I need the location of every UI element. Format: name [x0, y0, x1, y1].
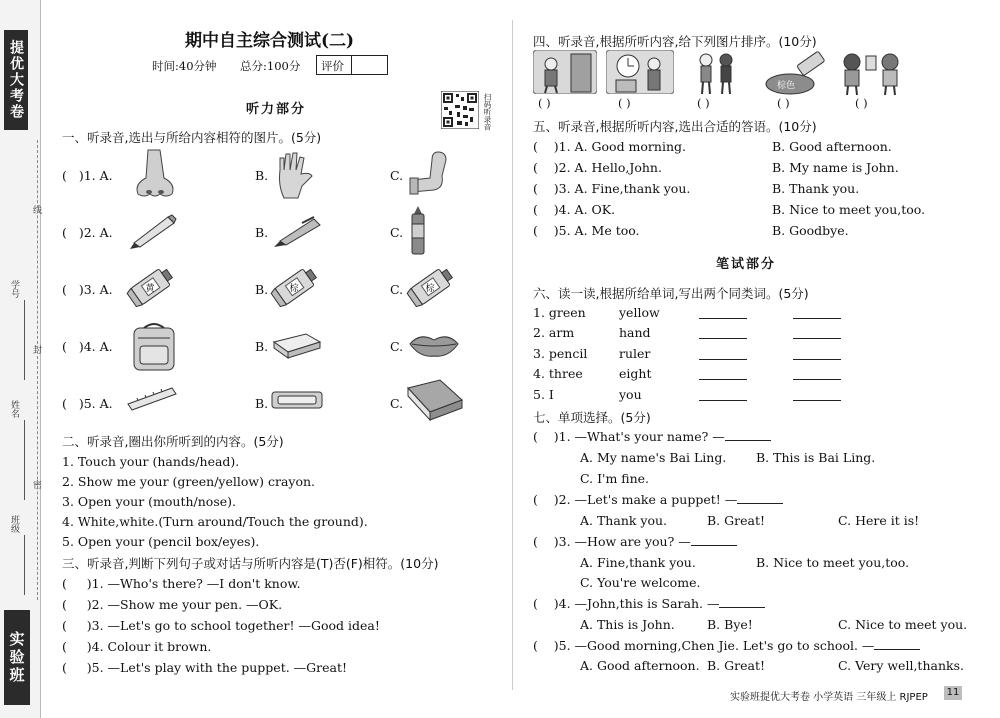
id-underline	[24, 300, 25, 380]
hand-icon	[272, 150, 316, 200]
s6-word: eight	[619, 366, 652, 381]
s7-option-c: C. Very well,thanks.	[838, 658, 964, 673]
eraser-icon	[270, 330, 324, 360]
review-box	[316, 55, 388, 75]
s5-item-a: ( )1. A. Good morning.	[533, 139, 686, 154]
s1-row2-label: ( )2. A.	[62, 225, 113, 240]
s6-word: you	[619, 387, 642, 402]
order-blank[interactable]: ( )	[538, 96, 551, 110]
section7-title: 七、单项选择。(5分)	[533, 410, 651, 425]
option-b: B.	[255, 282, 269, 297]
class-label: 班级	[9, 515, 19, 533]
paint-tube-icon	[270, 262, 322, 312]
s7-option-c: C. Here it is!	[838, 513, 920, 528]
scene-clock-icon	[606, 50, 674, 94]
s7-option-b: B. Nice to meet you,too.	[756, 555, 910, 570]
svg-text:棕: 棕	[289, 284, 299, 294]
exam-title: 期中自主综合测试(二)	[185, 31, 355, 51]
s1-row1-label: ( )1. A.	[62, 168, 113, 183]
writing-heading: 笔试部分	[716, 257, 777, 272]
s6-word: 1. green	[533, 305, 586, 320]
qr-label: 扫码听录音	[483, 93, 492, 131]
answer-line[interactable]	[699, 400, 747, 401]
s7-question: ( )5. —Good morning,Chen Jie. Let's go to school. —	[533, 638, 920, 653]
s7-option-c: C. You're welcome.	[580, 575, 701, 590]
time-label: 时间:40分钟	[152, 59, 217, 73]
cut-mark: 线	[31, 205, 41, 214]
s6-word: 5. I	[533, 387, 554, 402]
svg-text:棕色: 棕色	[776, 81, 796, 91]
pencil-box-icon	[270, 388, 326, 412]
s3-item: ( )4. Colour it brown.	[62, 639, 212, 654]
section6-title: 六、读一读,根据所给单词,写出两个同类词。(5分)	[533, 286, 809, 301]
s3-item: ( )5. —Let's play with the puppet. —Great!	[62, 660, 348, 675]
order-blank[interactable]: ( )	[697, 96, 710, 110]
s5-item-a: ( )3. A. Fine,thank you.	[533, 181, 691, 196]
order-blank[interactable]: ( )	[777, 96, 790, 110]
paint-tube-icon	[406, 262, 458, 312]
brand-bottom: 实验班	[4, 610, 30, 705]
name-label: 姓名	[9, 400, 19, 418]
page-number: 11	[944, 686, 962, 700]
s7-option-a: A. Good afternoon.	[580, 658, 700, 673]
option-c: C.	[390, 168, 404, 183]
svg-text:黄: 黄	[145, 284, 155, 294]
s6-word: hand	[619, 325, 651, 340]
ruler-icon	[126, 386, 178, 412]
student-id-label: 学号	[9, 280, 19, 298]
s5-item-b: B. Thank you.	[772, 181, 860, 196]
s7-question: ( )4. —John,this is Sarah. —	[533, 596, 765, 611]
s6-word: 4. three	[533, 366, 583, 381]
crayon-icon	[408, 206, 428, 256]
s1-row4-label: ( )4. A.	[62, 339, 113, 354]
s2-item: 3. Open your (mouth/nose).	[62, 494, 236, 509]
book-icon	[404, 378, 464, 424]
cut-line	[37, 140, 38, 600]
page-divider	[512, 20, 513, 690]
name-underline	[24, 420, 25, 500]
brand-label: 提优大考卷	[4, 30, 28, 130]
answer-line[interactable]	[699, 379, 747, 380]
answer-line[interactable]	[793, 359, 841, 360]
section1-title: 一、听录音,选出与所给内容相符的图片。(5分)	[62, 130, 322, 145]
scene-knock-door-icon	[533, 50, 597, 94]
option-c: C.	[390, 225, 404, 240]
s3-item: ( )2. —Show me your pen. —OK.	[62, 597, 283, 612]
s1-row3-label: ( )3. A.	[62, 282, 113, 297]
answer-line[interactable]	[699, 318, 747, 319]
class-underline	[24, 535, 25, 595]
option-b: B.	[255, 339, 269, 354]
s7-question: ( )3. —How are you? —	[533, 534, 737, 549]
s5-item-b: B. My name is John.	[772, 160, 899, 175]
arm-icon	[408, 150, 456, 198]
option-b: B.	[255, 225, 269, 240]
answer-line[interactable]	[793, 400, 841, 401]
section2-title: 二、听录音,圈出你所听到的内容。(5分)	[62, 434, 284, 449]
s6-word: ruler	[619, 346, 651, 361]
paint-tube-icon	[126, 262, 178, 312]
listening-heading: 听力部分	[246, 102, 307, 117]
s5-item-a: ( )4. A. OK.	[533, 202, 616, 217]
s5-item-b: B. Good afternoon.	[772, 139, 892, 154]
s7-question: ( )1. —What's your name? —	[533, 429, 771, 444]
scene-paint-icon	[764, 50, 828, 96]
order-blank[interactable]: ( )	[855, 96, 868, 110]
option-c: C.	[390, 339, 404, 354]
section3-title: 三、听录音,判断下列句子或对话与所听内容是(T)否(F)相符。(10分)	[62, 556, 439, 571]
s3-item: ( )1. —Who's there? —I don't know.	[62, 576, 301, 591]
school-bag-icon	[126, 320, 182, 372]
score-label: 总分:100分	[240, 59, 301, 73]
s7-option-b: B. Bye!	[707, 617, 753, 632]
s1-row5-label: ( )5. A.	[62, 396, 113, 411]
binding-strip	[0, 0, 41, 718]
s6-word: 2. arm	[533, 325, 575, 340]
section5-title: 五、听录音,根据所听内容,选出合适的答语。(10分)	[533, 119, 817, 134]
option-b: B.	[255, 168, 269, 183]
s3-item: ( )3. —Let's go to school together! —Good idea!	[62, 618, 380, 633]
qr-code-icon	[441, 91, 479, 129]
lips-icon	[408, 332, 460, 358]
cut-mark: 封	[31, 345, 41, 354]
pen-icon	[272, 213, 324, 247]
s7-option-c: C. I'm fine.	[580, 471, 650, 486]
s7-option-a: A. Thank you.	[580, 513, 668, 528]
cut-mark: 密	[31, 480, 41, 489]
s2-item: 4. White,white.(Turn around/Touch the ground).	[62, 514, 368, 529]
s7-option-a: A. Fine,thank you.	[580, 555, 696, 570]
review-label: 评价	[321, 59, 344, 73]
s7-option-a: A. My name's Bai Ling.	[580, 450, 727, 465]
s7-option-a: A. This is John.	[580, 617, 675, 632]
s7-option-b: B. Great!	[707, 658, 765, 673]
scene-two-kids-icon	[692, 52, 742, 96]
s6-word: yellow	[619, 305, 660, 320]
s5-item-b: B. Goodbye.	[772, 223, 849, 238]
option-b: B.	[255, 396, 269, 411]
section4-title: 四、听录音,根据所听内容,给下列图片排序。(10分)	[533, 34, 817, 49]
s5-item-a: ( )5. A. Me too.	[533, 223, 640, 238]
s7-question: ( )2. —Let's make a puppet! —	[533, 492, 783, 507]
option-c: C.	[390, 282, 404, 297]
s5-item-a: ( )2. A. Hello,John.	[533, 160, 662, 175]
answer-line[interactable]	[793, 318, 841, 319]
option-c: C.	[390, 396, 404, 411]
answer-line[interactable]	[699, 338, 747, 339]
answer-line[interactable]	[793, 338, 841, 339]
s7-option-c: C. Nice to meet you.	[838, 617, 968, 632]
s5-item-b: B. Nice to meet you,too.	[772, 202, 926, 217]
answer-line[interactable]	[699, 359, 747, 360]
footer-text: 实验班提优大考卷 小学英语 三年级上 RJPEP	[730, 692, 928, 703]
order-blank[interactable]: ( )	[618, 96, 631, 110]
s2-item: 1. Touch your (hands/head).	[62, 454, 240, 469]
s2-item: 5. Open your (pencil box/eyes).	[62, 534, 260, 549]
svg-text:棕: 棕	[425, 284, 435, 294]
answer-line[interactable]	[793, 379, 841, 380]
nose-icon	[130, 148, 180, 200]
s6-word: 3. pencil	[533, 346, 588, 361]
s2-item: 2. Show me your (green/yellow) crayon.	[62, 474, 316, 489]
s7-option-b: B. Great!	[707, 513, 765, 528]
s7-option-b: B. This is Bai Ling.	[756, 450, 876, 465]
scene-puppet-icon	[836, 52, 908, 96]
pencil-icon	[128, 213, 178, 249]
